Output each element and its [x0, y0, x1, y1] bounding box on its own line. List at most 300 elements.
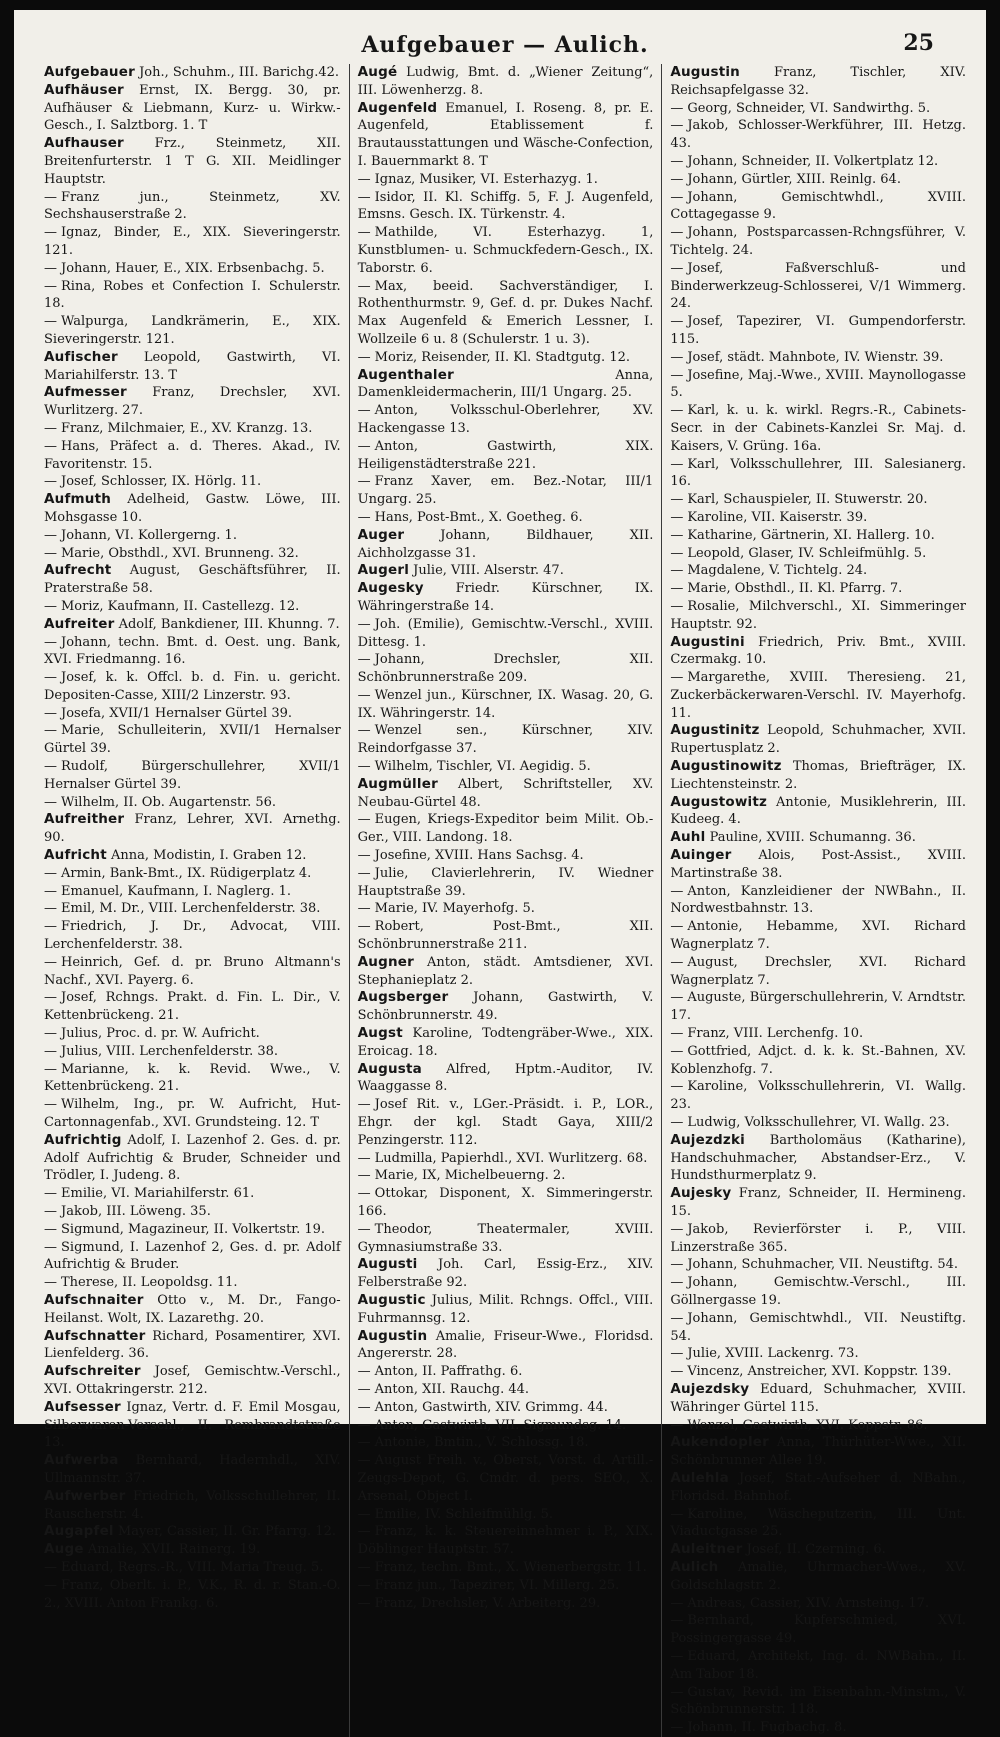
- entry-dash: —: [44, 1026, 57, 1042]
- directory-entry: [358, 278, 654, 349]
- directory-entry: [44, 260, 341, 278]
- entry-dash: —: [44, 919, 57, 935]
- entry-text: Franz, techn. Bmt., X. Wienerbergstr. 11.: [374, 1559, 647, 1575]
- entry-text: Ignaz, Vertr. d. F. Emil Mosgau, Silberwaren-Verschl., II. Rembrandtstraße 13.: [44, 1399, 341, 1451]
- directory-entry: [670, 1114, 966, 1132]
- entry-text: Moriz, Kaufmann, II. Castellezg. 12.: [61, 598, 300, 614]
- entry-surname: Aujesky: [670, 1185, 732, 1202]
- directory-entry: [358, 776, 654, 812]
- entry-text: Josefine, XVIII. Hans Sachsg. 4.: [374, 848, 584, 864]
- entry-surname: Augner: [357, 953, 415, 970]
- page-number: 25: [903, 30, 934, 56]
- directory-entry: [44, 1292, 341, 1328]
- entry-text: Ludwig, Volksschullehrer, VI. Wallg. 23.: [687, 1115, 950, 1131]
- directory-entry: [44, 82, 341, 135]
- entry-text: Friedrich, Volksschullehrer, II. Rauscherstr. 4.: [44, 1488, 341, 1522]
- entry-dash: —: [670, 581, 684, 597]
- directory-entry: [358, 562, 654, 580]
- directory-entry: [670, 598, 966, 634]
- directory-entry: [670, 634, 966, 670]
- directory-entry: [670, 580, 966, 598]
- entry-dash: —: [670, 1275, 684, 1291]
- entry-dash: —: [670, 171, 684, 187]
- directory-entry: [358, 758, 654, 776]
- directory-entry: [670, 1612, 966, 1648]
- entry-text: Therese, II. Leopoldsg. 11.: [61, 1275, 238, 1291]
- entry-text: Rosalie, Milchverschl., XI. Simmeringer Hauptstr. 92.: [670, 598, 966, 632]
- entry-dash: —: [44, 278, 57, 294]
- directory-entry: [44, 1363, 341, 1399]
- entry-dash: —: [44, 794, 57, 810]
- entry-dash: —: [44, 474, 57, 490]
- entry-surname: Aukendopler: [670, 1434, 770, 1451]
- entry-text: Johann, Gemischtwhdl., VII. Neustiftg. 54.: [670, 1310, 966, 1344]
- directory-entry: [358, 527, 654, 563]
- directory-entry: [358, 224, 654, 277]
- directory-entry: [670, 1132, 966, 1185]
- entry-dash: —: [357, 1435, 371, 1451]
- entry-dash: —: [44, 260, 57, 276]
- entry-surname: Augustinowitz: [670, 758, 782, 775]
- entry-text: Josef, II. Czerning. 6.: [746, 1542, 886, 1558]
- entry-dash: —: [670, 189, 684, 205]
- directory-entry: [670, 722, 966, 758]
- directory-entry: [670, 847, 966, 883]
- entry-text: Franz jun., Tapezirer, VI. Millerg. 25.: [374, 1577, 620, 1593]
- directory-entry: [44, 616, 341, 634]
- directory-entry: [358, 1506, 654, 1524]
- entry-dash: —: [44, 225, 57, 241]
- entry-surname: Aufmuth: [44, 491, 112, 508]
- directory-entry: [358, 918, 654, 954]
- entry-dash: —: [357, 1364, 371, 1380]
- directory-entry: [670, 758, 966, 794]
- directory-entry: [358, 616, 654, 652]
- entry-text: Josef, Tapezirer, VI. Gumpendorferstr. 115.: [670, 314, 966, 347]
- directory-entry: [44, 918, 341, 954]
- entry-text: Marie, IV. Mayerhofg. 5.: [374, 901, 535, 917]
- entry-text: Wilhelm, Tischler, VI. Aegidig. 5.: [374, 759, 591, 775]
- directory-entry: [358, 900, 654, 918]
- entry-dash: —: [357, 474, 371, 490]
- directory-entry: [44, 1239, 341, 1275]
- directory-entry: [358, 189, 654, 225]
- column-3: [661, 64, 974, 1737]
- entry-dash: —: [357, 1221, 371, 1237]
- entry-text: Antonie, Hebamme, XVI. Richard Wagnerplatz 7.: [670, 919, 966, 953]
- entry-dash: —: [44, 1239, 57, 1255]
- directory-entry: [358, 1417, 654, 1435]
- directory-entry: [358, 1185, 654, 1221]
- directory-entry: [44, 954, 341, 990]
- directory-entry: [670, 794, 966, 830]
- directory-entry: [670, 402, 966, 455]
- directory-entry: [44, 545, 341, 563]
- entry-dash: —: [670, 260, 684, 276]
- entry-text: Franz, k. k. Steuereinnehmer i. P., XIX. Döblinger Hauptstr. 57.: [357, 1524, 654, 1558]
- entry-surname: Aufhäuser: [44, 81, 124, 98]
- entry-text: Ignaz, Musiker, VI. Esterhazyg. 1.: [374, 171, 598, 187]
- directory-entry: [670, 1025, 966, 1043]
- entry-surname: Augenthaler: [357, 366, 454, 383]
- entry-text: Walpurga, Landkrämerin, E., XIX. Sieveringerstr. 121.: [44, 314, 341, 347]
- entry-surname: Augustini: [670, 633, 745, 650]
- directory-entry: [358, 722, 654, 758]
- directory-entry: [358, 1452, 654, 1505]
- directory-entry: [670, 1506, 966, 1542]
- directory-entry: [44, 1559, 341, 1577]
- entry-text: Emanuel, Kaufmann, I. Naglerg. 1.: [61, 883, 292, 899]
- directory-entry: [44, 313, 341, 349]
- entry-text: Sigmund, Magazineur, II. Volkertstr. 19.: [61, 1221, 326, 1237]
- directory-entry: [670, 1684, 966, 1720]
- directory-entry: [670, 100, 966, 118]
- entry-text: Richard, Posamentirer, XVI. Lienfelderg. 36.: [44, 1328, 341, 1362]
- directory-entry: [670, 918, 966, 954]
- entry-text: Leopold, Glaser, IV. Schleifmühlg. 5.: [687, 545, 927, 561]
- entry-dash: —: [357, 1559, 371, 1575]
- directory-entry: [670, 1274, 966, 1310]
- entry-dash: —: [44, 1097, 57, 1113]
- directory-entry: [358, 1363, 654, 1381]
- entry-dash: —: [670, 403, 684, 419]
- directory-entry: [670, 1381, 966, 1417]
- directory-entry: [44, 1328, 341, 1364]
- entry-text: Mathilde, VI. Esterhazyg. 1, Kunstblumen- u. Schmuckfedern-Gesch., IX. Taborstr. 6.: [357, 225, 654, 276]
- entry-text: Ernst, IX. Bergg. 30, pr. Aufhäuser & Liebmann, Kurz- u. Wirkw.-Gesch., I. Salztborg. 1. T: [44, 82, 341, 134]
- entry-text: Josef Rit. v., LGer.-Präsidt. i. P., LOR., Ehgr. der kgl. Stadt Gaya, XIII/2 Penzingerstr. 112.: [357, 1097, 654, 1148]
- directory-entry: [670, 1078, 966, 1114]
- entry-dash: —: [44, 1043, 57, 1059]
- entry-text: Bartholomäus (Katharine), Handschuhmacher, Abstandser-Erz., V. Hundsthurmerplatz 9.: [670, 1132, 966, 1184]
- entry-text: Leopold, Schuhmacher, XVII. Rupertusplatz 2.: [670, 723, 966, 757]
- entry-text: Emilie, IV. Schleifmühlg. 5.: [374, 1506, 554, 1522]
- directory-entry: [670, 367, 966, 403]
- entry-surname: Augustinitz: [670, 722, 760, 739]
- entry-text: Jakob, III. Löweng. 35.: [61, 1204, 211, 1219]
- directory-entry: [670, 1541, 966, 1559]
- entry-text: Franz, Lehrer, XVI. Arnethg. 90.: [44, 812, 341, 846]
- entry-dash: —: [357, 225, 371, 241]
- directory-entry: [358, 1434, 654, 1452]
- directory-entry: [670, 456, 966, 492]
- entry-surname: Augé: [357, 64, 398, 80]
- entry-surname: Augusti: [357, 1256, 418, 1273]
- directory-entry: [358, 1399, 654, 1417]
- entry-text: Alfred, Hptm.-Auditor, IV. Waaggasse 8.: [357, 1061, 654, 1095]
- entry-text: Julius, Proc. d. pr. W. Aufricht.: [61, 1026, 260, 1042]
- entry-surname: Aufschreiter: [44, 1363, 141, 1380]
- directory-entry: [670, 1434, 966, 1470]
- entry-text: Moriz, Reisender, II. Kl. Stadtgutg. 12.: [374, 349, 630, 365]
- entry-text: Anton, Gastwirth, XIX. Heiligenstädterstraße 221.: [357, 438, 654, 472]
- entry-dash: —: [670, 153, 684, 169]
- page-header: [36, 24, 974, 64]
- entry-dash: —: [44, 705, 57, 721]
- entry-text: Rina, Robes et Confection I. Schulerstr. 18.: [44, 278, 341, 312]
- entry-text: Joh. (Emilie), Gemischtw.-Verschl., XVIII. Dittesg. 1.: [357, 616, 654, 650]
- entry-text: Bernhard, Hadernhdl., XIV. Ullmannstr. 37.: [44, 1453, 341, 1486]
- entry-text: Josef, Gemischtw.-Verschl., XVI. Ottakringerstr. 212.: [44, 1364, 341, 1397]
- entry-text: Adelheid, Gastw. Löwe, III. Mohsgasse 10.: [44, 492, 341, 525]
- entry-text: Georg, Schneider, VI. Sandwirthg. 5.: [687, 100, 931, 116]
- entry-text: Armin, Bank-Bmt., IX. Rüdigerplatz 4.: [61, 865, 312, 881]
- directory-entry: [44, 794, 341, 812]
- directory-entry: [358, 1577, 654, 1595]
- entry-surname: Aufschnaiter: [44, 1291, 144, 1308]
- directory-entry: [670, 313, 966, 349]
- entry-text: Anton, Gastwirth, VII. Sigmundsg. 14.: [374, 1417, 627, 1433]
- entry-text: Julie, XVIII. Lackenrg. 73.: [687, 1346, 859, 1362]
- entry-text: Leopold, Gastwirth, VI. Mariahilferstr. 13. T: [44, 349, 341, 383]
- entry-text: Friedrich, J. Dr., Advocat, VIII. Lerchenfelderstr. 38.: [44, 919, 341, 953]
- entry-text: Anna, Modistin, I. Graben 12.: [111, 848, 307, 864]
- directory-entry: [44, 847, 341, 865]
- entry-text: Julius, VIII. Lerchenfelderstr. 38.: [61, 1043, 279, 1059]
- entry-dash: —: [44, 420, 57, 436]
- entry-surname: Aufwerba: [44, 1452, 119, 1469]
- entry-dash: —: [44, 634, 57, 650]
- entry-text: August Freih. v., Oberst, Vorst. d. Artill.-Zeugs-Depot, G. Cmdr. d. pers. SEO., X. Arsenal, Object I.: [357, 1453, 654, 1504]
- entry-surname: Auinger: [670, 847, 732, 864]
- directory-entry: [670, 509, 966, 527]
- directory-entry: [44, 989, 341, 1025]
- entry-text: Franz, Tischler, XIV. Reichsapfelgasse 32.: [670, 65, 966, 98]
- directory-entry: [358, 651, 654, 687]
- directory-entry: [44, 135, 341, 188]
- entry-text: Antonie, Musiklehrerin, III. Kudeeg. 4.: [670, 794, 966, 828]
- entry-surname: Aulich: [670, 1558, 719, 1575]
- directory-columns: [36, 64, 974, 1736]
- directory-entry: [670, 1185, 966, 1221]
- directory-entry: [44, 1025, 341, 1043]
- entry-text: Gottfried, Adjct. d. k. k. St.-Bahnen, XV. Koblenzhofg. 7.: [670, 1043, 966, 1077]
- entry-text: Marie, IX, Michelbeuerng. 2.: [374, 1168, 566, 1184]
- directory-entry: [670, 989, 966, 1025]
- entry-surname: Aufsesser: [44, 1398, 121, 1415]
- directory-entry: [44, 1488, 341, 1524]
- entry-surname: Augustic: [357, 1291, 426, 1308]
- directory-entry: [670, 1256, 966, 1274]
- entry-text: Johann, Gemischtwhdl., XVIII. Cottagegasse 9.: [670, 189, 966, 223]
- entry-text: Amalie, XVII. Rainerg. 19.: [87, 1542, 261, 1558]
- directory-entry: [358, 1328, 654, 1364]
- entry-text: Jakob, Schlosser-Werkführer, III. Hetzg. 43.: [670, 118, 966, 152]
- entry-text: Johann, II. Fugbachg. 8.: [687, 1720, 847, 1736]
- entry-text: Franz, Drechsler, V. Arbeiterg. 29.: [374, 1595, 601, 1611]
- directory-entry: [670, 1043, 966, 1079]
- entry-text: Theodor, Theatermaler, XVIII. Gymnasiumstraße 33.: [357, 1221, 654, 1255]
- directory-entry: [358, 1595, 654, 1613]
- directory-entry: [44, 349, 341, 385]
- entry-dash: —: [357, 509, 371, 525]
- directory-entry: [670, 545, 966, 563]
- directory-entry: [670, 1559, 966, 1595]
- entry-dash: —: [670, 349, 684, 365]
- entry-dash: —: [44, 1275, 57, 1291]
- directory-entry: [44, 224, 341, 260]
- entry-dash: —: [357, 1097, 371, 1113]
- entry-text: Marianne, k. k. Revid. Wwe., V. Kettenbrückeng. 21.: [44, 1061, 341, 1095]
- entry-dash: —: [44, 670, 57, 686]
- directory-entry: [670, 1648, 966, 1684]
- directory-page: [14, 10, 986, 1736]
- entry-surname: Aujezdzki: [670, 1131, 745, 1148]
- entry-text: Adolf, Bankdiener, III. Khunng. 7.: [118, 616, 340, 632]
- directory-entry: [44, 1452, 341, 1488]
- directory-entry: [670, 1417, 966, 1435]
- directory-entry: [44, 1274, 341, 1292]
- entry-dash: —: [357, 687, 371, 703]
- directory-entry: [358, 1292, 654, 1328]
- entry-dash: —: [670, 1720, 684, 1736]
- entry-dash: —: [357, 1417, 371, 1433]
- entry-text: Heinrich, Gef. d. pr. Bruno Altmann's Nachf., XVI. Payerg. 6.: [44, 954, 341, 988]
- directory-entry: [358, 367, 654, 403]
- entry-text: Franz, Oberlt. i. P., V.K., R. d. r. Stan.-O. 2., XVIII. Anton Frankg. 6.: [44, 1577, 341, 1611]
- directory-entry: [670, 1310, 966, 1346]
- directory-entry: [44, 634, 341, 670]
- entry-dash: —: [357, 1150, 371, 1166]
- entry-text: Katharine, Gärtnerin, XI. Hallerg. 10.: [687, 527, 935, 543]
- entry-dash: —: [670, 1346, 684, 1362]
- directory-entry: [358, 1221, 654, 1257]
- entry-dash: —: [44, 1061, 57, 1077]
- entry-surname: Aufrecht: [44, 562, 112, 579]
- directory-entry: [44, 527, 341, 545]
- entry-text: Emanuel, I. Roseng. 8, pr. E. Augenfeld, Etablissement f. Brautausstattungen und Wäsche-Confection, I. Bauernmarkt 8. T: [357, 100, 654, 169]
- directory-entry: [670, 189, 966, 225]
- directory-entry: [44, 865, 341, 883]
- entry-dash: —: [44, 1577, 57, 1593]
- entry-dash: —: [44, 1221, 57, 1237]
- entry-dash: —: [670, 1684, 684, 1700]
- entry-text: Wenzel jun., Kürschner, IX. Wasag. 20, G. IX. Währingerstr. 14.: [357, 687, 654, 721]
- directory-entry: [44, 1399, 341, 1452]
- entry-text: Anton, XII. Rauchg. 44.: [374, 1381, 530, 1397]
- entry-dash: —: [44, 545, 57, 561]
- entry-dash: —: [44, 1559, 57, 1575]
- directory-entry: [670, 1221, 966, 1257]
- directory-entry: [358, 865, 654, 901]
- entry-dash: —: [670, 919, 684, 935]
- entry-dash: —: [357, 812, 371, 828]
- directory-entry: [44, 420, 341, 438]
- entry-surname: Augapfel: [44, 1523, 114, 1540]
- entry-dash: —: [670, 1257, 684, 1273]
- entry-text: Julius, Milit. Rchngs. Offcl., VIII. Fuhrmannsg. 12.: [357, 1292, 654, 1326]
- directory-entry: [670, 153, 966, 171]
- entry-text: Johann, Hauer, E., XIX. Erbsenbachg. 5.: [61, 260, 325, 276]
- entry-dash: —: [670, 456, 684, 472]
- directory-entry: [670, 171, 966, 189]
- entry-dash: —: [44, 883, 57, 899]
- entry-text: Franz jun., Steinmetz, XV. Sechshauserstraße 2.: [44, 189, 341, 223]
- entry-text: Adolf, I. Lazenhof 2. Ges. d. pr. Adolf Aufrichtig & Bruder, Schneider und Trödler, I. Judeng. 8.: [44, 1132, 341, 1184]
- entry-dash: —: [44, 759, 57, 775]
- entry-text: Johann, Gürtler, XIII. Reinlg. 64.: [687, 171, 901, 187]
- entry-dash: —: [670, 118, 684, 134]
- entry-text: Friedr. Kürschner, IX. Währingerstraße 14.: [357, 581, 654, 614]
- entry-text: Robert, Post-Bmt., XII. Schönbrunnerstraße 211.: [357, 919, 654, 953]
- directory-entry: [44, 1541, 341, 1559]
- entry-text: Max, beeid. Sachverständiger, I. Rothenthurmstr. 9, Gef. d. pr. Dukes Nachf. Max Augenfeld & Emerich Lessner, I. Wollzeile 6 u. 8 (Schulerstr. 1 u. 3).: [357, 278, 654, 347]
- entry-dash: —: [670, 1648, 684, 1664]
- entry-dash: —: [670, 1310, 684, 1326]
- entry-dash: —: [357, 403, 371, 419]
- entry-dash: —: [44, 954, 57, 970]
- entry-dash: —: [670, 598, 684, 614]
- entry-dash: —: [670, 100, 684, 116]
- directory-entry: [358, 171, 654, 189]
- entry-text: Johann, techn. Bmt. d. Oest. ung. Bank, XVI. Friedmanng. 16.: [44, 634, 341, 668]
- entry-text: Franz Xaver, em. Bez.-Notar, III/1 Ungarg. 25.: [357, 474, 654, 508]
- entry-dash: —: [670, 225, 684, 241]
- entry-dash: —: [670, 990, 684, 1006]
- entry-text: Wilhelm, Ing., pr. W. Aufricht, Hut-Cartonnagenfab., XVI. Grundsteing. 12. T: [44, 1097, 341, 1131]
- entry-dash: —: [670, 367, 684, 383]
- entry-dash: —: [357, 349, 371, 365]
- directory-entry: [358, 1150, 654, 1168]
- entry-surname: Augustin: [670, 64, 740, 80]
- entry-text: Albert, Schriftsteller, XV. Neubau-Gürtel 48.: [357, 776, 654, 810]
- directory-entry: [358, 1256, 654, 1292]
- directory-entry: [44, 1043, 341, 1061]
- directory-entry: [358, 811, 654, 847]
- entry-dash: —: [357, 652, 371, 668]
- entry-text: Andreas, Cassier, XIV. Arnsteing. 17.: [687, 1595, 930, 1611]
- entry-dash: —: [44, 723, 57, 739]
- directory-entry: [358, 687, 654, 723]
- directory-entry: [670, 224, 966, 260]
- entry-dash: —: [357, 848, 371, 864]
- directory-entry: [358, 438, 654, 474]
- entry-dash: —: [670, 954, 684, 970]
- directory-entry: [358, 847, 654, 865]
- entry-text: Isidor, II. Kl. Schiffg. 5, F. J. Augenfeld, Emsns. Gesch. IX. Türkenstr. 4.: [357, 189, 654, 223]
- entry-text: Margarethe, XVIII. Theresieng. 21, Zuckerbäckerwaren-Verschl. IV. Mayerhofg. 11.: [670, 670, 966, 721]
- directory-entry: [670, 562, 966, 580]
- entry-text: Karl, Volksschullehrer, III. Salesianerg. 16.: [670, 456, 966, 490]
- directory-entry: [44, 562, 341, 598]
- entry-text: Anna, Thürhüter-Wwe., XII. Schönbrunner Allee 19.: [670, 1435, 966, 1469]
- directory-entry: [358, 1167, 654, 1185]
- entry-text: Auguste, Bürgerschullehrerin, V. Arndtstr. 17.: [670, 990, 966, 1024]
- entry-dash: —: [357, 1506, 371, 1522]
- entry-surname: Auger: [357, 526, 405, 543]
- directory-entry: [44, 64, 341, 82]
- entry-text: Franz, Schneider, II. Hermineng. 15.: [670, 1186, 966, 1219]
- entry-dash: —: [670, 1364, 684, 1380]
- directory-entry: [44, 1061, 341, 1097]
- entry-text: Amalie, Friseur-Wwe., Floridsd. Angererstr. 28.: [357, 1328, 654, 1362]
- directory-entry: [358, 473, 654, 509]
- entry-dash: —: [670, 670, 684, 686]
- entry-text: Ignaz, Binder, E., XIX. Sieveringerstr. 121.: [44, 225, 341, 258]
- entry-dash: —: [357, 723, 371, 739]
- entry-text: Julie, VIII. Alserstr. 47.: [413, 563, 564, 579]
- entry-text: Anton, Volksschul-Oberlehrer, XV. Hackengasse 13.: [357, 403, 654, 436]
- entry-dash: —: [357, 278, 371, 294]
- directory-entry: [44, 438, 341, 474]
- directory-entry: [44, 1221, 341, 1239]
- entry-text: Karl, Schauspieler, II. Stuwerstr. 20.: [687, 492, 928, 508]
- entry-text: Johann, Schneider, II. Volkertplatz 12.: [687, 153, 939, 169]
- entry-surname: Aufischer: [44, 348, 118, 365]
- entry-text: Thomas, Briefträger, IX. Liechtensteinstr. 2.: [670, 759, 966, 792]
- entry-text: Josef, städt. Mahnbote, IV. Wienstr. 39.: [687, 349, 944, 365]
- entry-text: Gustav, Revid. im Eisenbahn.-Minstm., V. Schönbrunnerstr. 118.: [670, 1684, 966, 1718]
